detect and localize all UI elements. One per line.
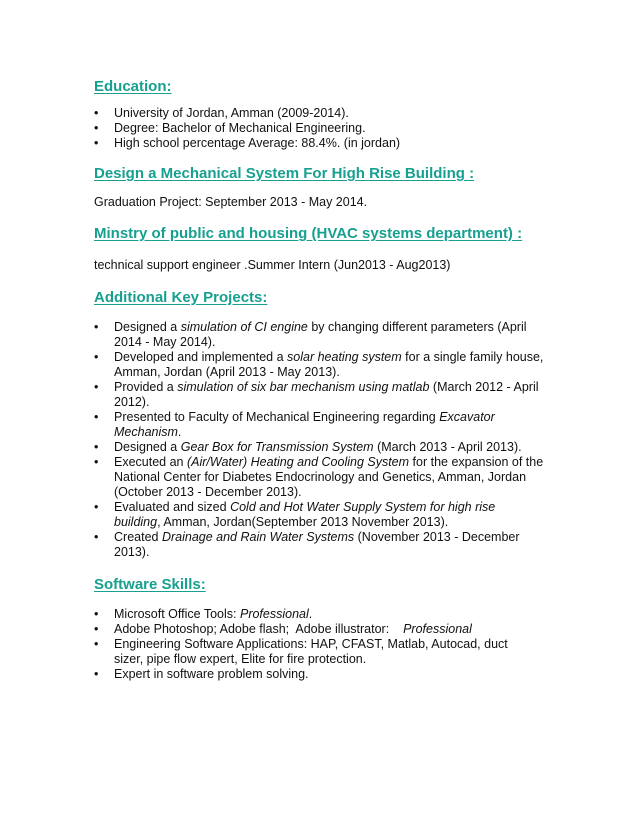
education-heading: Education: [94, 78, 172, 95]
list-item: • Evaluated and sized Cold and Hot Water Supply System for high rise building, Amman, Jordan(September 2013 November 2013). [94, 500, 496, 529]
skills-list [94, 607, 578, 682]
ministry-heading: Minstry of public and housing (HVAC systems department) : [94, 225, 523, 242]
projects-section [94, 289, 578, 560]
list-item: • Executed an (Air/Water) Heating and Cooling System for the expansion of the National Center for Diabetes Endocrinology and Genetics, Amman, Jordan (October 2013 - December 2013). [94, 455, 544, 499]
list-item: • Developed and implemented a solar heating system for a single family house, Amman, Jordan (April 2013 - May 2013). [94, 350, 544, 379]
list-item: • Designed a simulation of CI engine by changing different parameters (April 2014 - May 2014). [94, 320, 527, 349]
design-text: Graduation Project: September 2013 - May 2014. [94, 195, 368, 209]
ministry-section [94, 225, 578, 273]
list-item: • University of Jordan, Amman (2009-2014). [94, 106, 349, 120]
list-item: • Created Drainage and Rain Water Systems (November 2013 - December 2013). [94, 530, 520, 559]
skills-section [94, 576, 578, 682]
skills-heading: Software Skills: [94, 576, 206, 593]
list-item: • Designed a Gear Box for Transmission System (March 2013 - April 2013). [94, 440, 522, 454]
education-list [94, 106, 578, 151]
list-item: • Adobe Photoshop; Adobe flash; Adobe illustrator: Professional [94, 622, 472, 636]
list-item: • Presented to Faculty of Mechanical Engineering regarding Excavator Mechanism. [94, 410, 495, 439]
list-item: • Microsoft Office Tools: Professional. [94, 607, 313, 621]
projects-list [94, 320, 578, 560]
projects-heading: Additional Key Projects: [94, 289, 268, 306]
ministry-text: technical support engineer .Summer Intern (Jun2013 - Aug2013) [94, 258, 451, 272]
list-item: • Expert in software problem solving. [94, 667, 309, 681]
design-section [94, 165, 578, 210]
list-item: • Provided a simulation of six bar mechanism using matlab (March 2012 - April 2012). [94, 380, 539, 409]
education-section [94, 78, 578, 151]
list-item: • High school percentage Average: 88.4%. (in jordan) [94, 136, 401, 150]
list-item: • Engineering Software Applications: HAP, CFAST, Matlab, Autocad, duct sizer, pipe flow expert, Elite for fire protection. [94, 637, 508, 666]
design-heading: Design a Mechanical System For High Rise Building : [94, 165, 475, 182]
list-item: • Degree: Bachelor of Mechanical Engineering. [94, 121, 366, 135]
